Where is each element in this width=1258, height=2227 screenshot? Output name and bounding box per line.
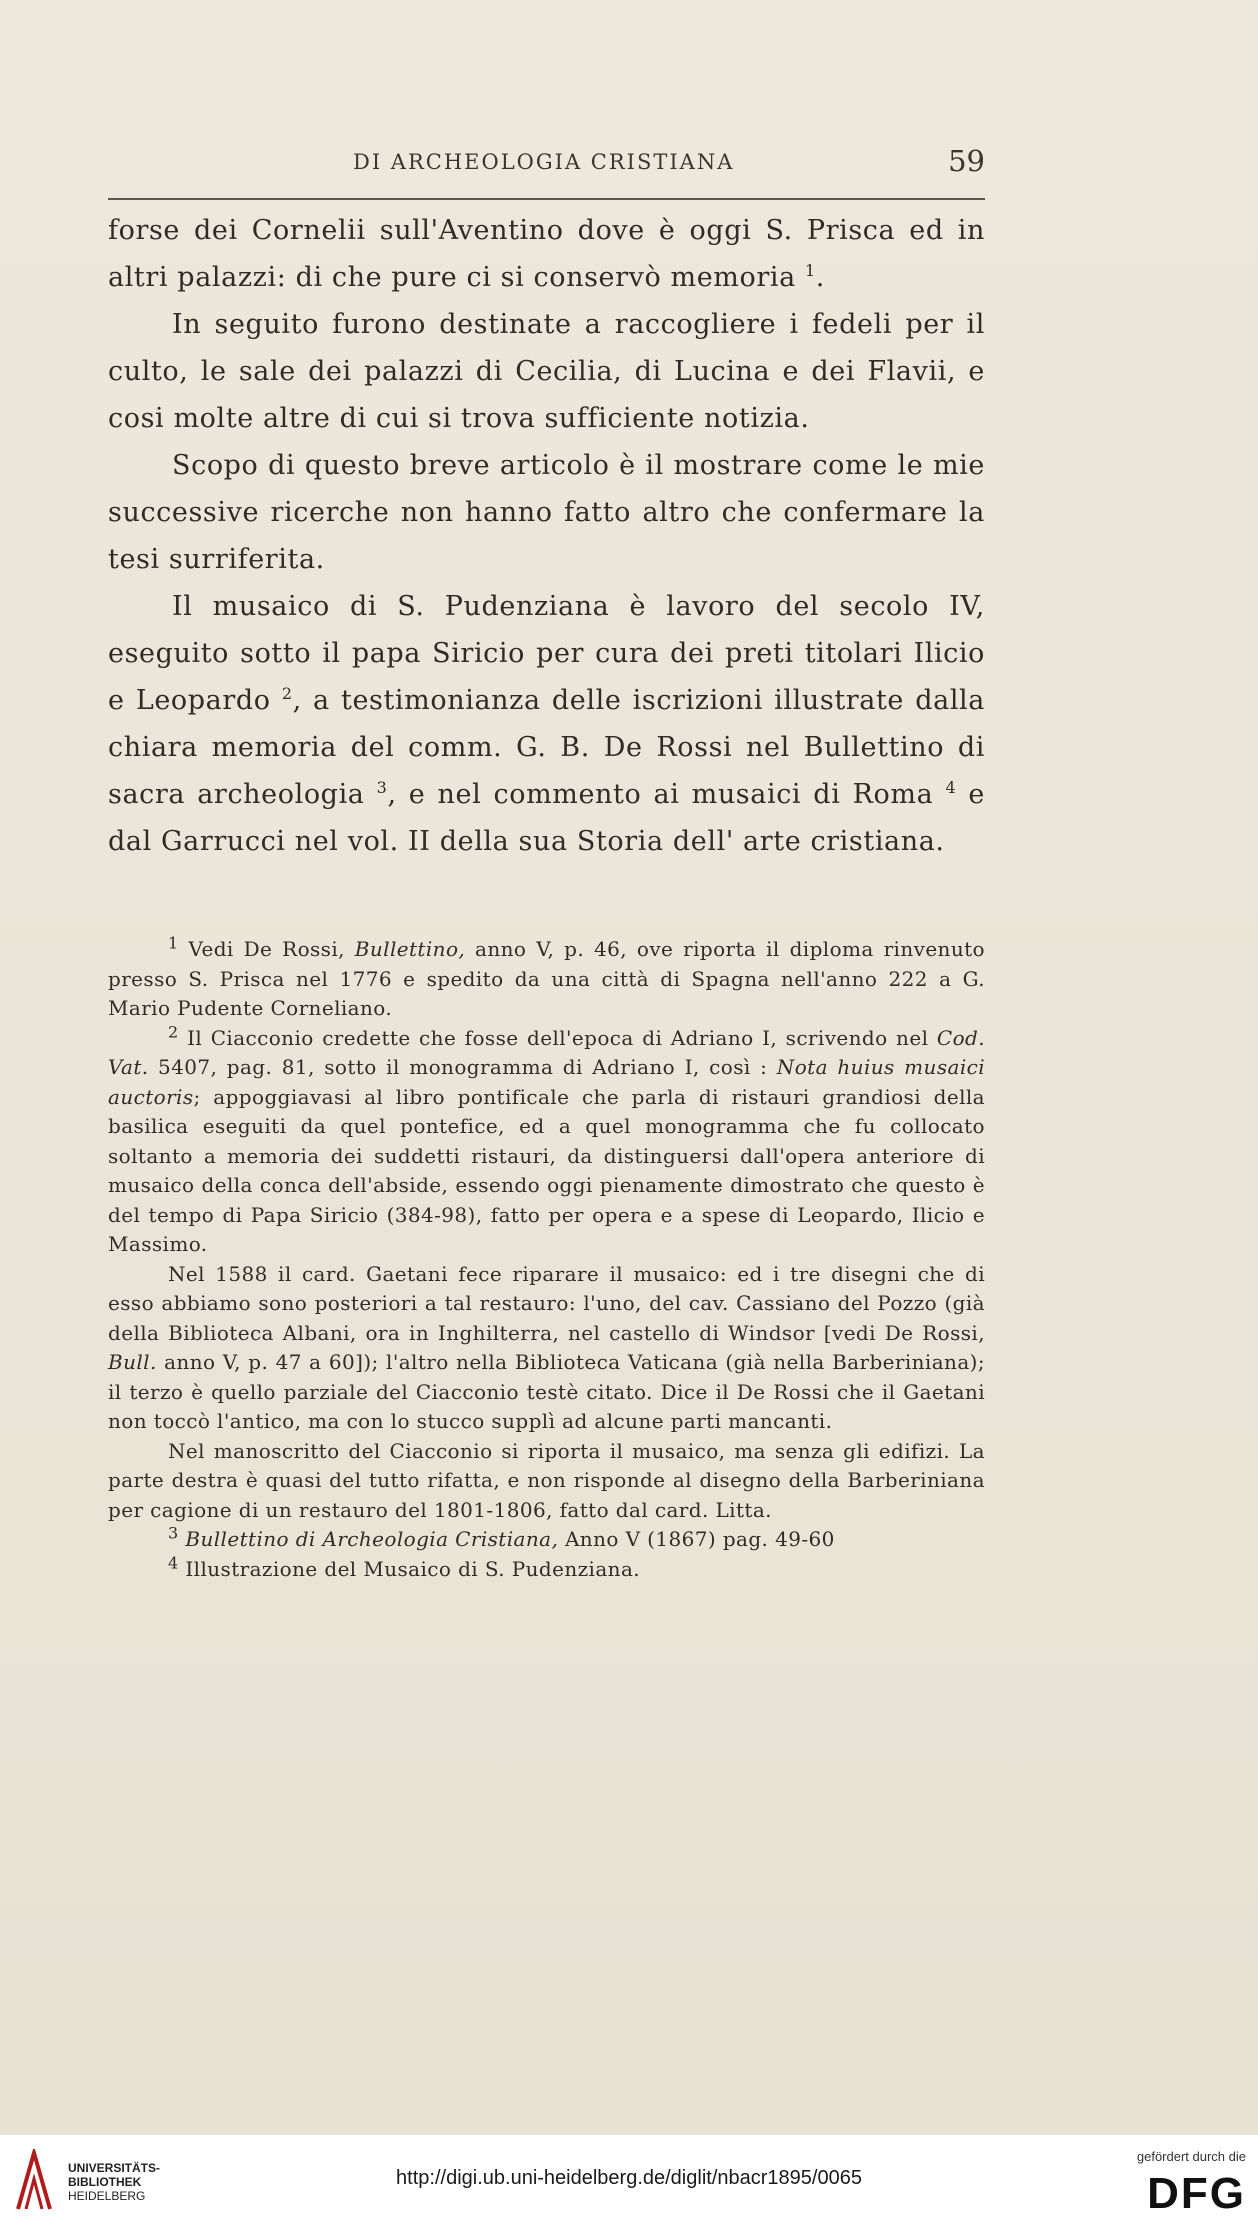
library-name: UNIVERSITÄTS- BIBLIOTHEK HEIDELBERG — [68, 2161, 161, 2203]
footnote-2-paragraph-2: Nel 1588 il card. Gaetani fece riparare il musaico: ed i tre disegni che di esso abbiamo sono posteriori a tal restauro: l'uno, del cav. Cassiano del Pozzo (già della Biblioteca Albani, ora in Inghilterra, nel castello di Windsor [vedi De Rossi, Bull. anno V, p. 47 a 60]); l'altro nella Biblioteca Vaticana (già nella Barberiniana); il terzo è quello parziale del Ciacconio testè citato. Dice il De Rossi che il Gaetani non toccò l'antico, ma con lo stucco supplì ad alcune parti mancanti. — [108, 1261, 985, 1433]
main-text — [108, 207, 985, 865]
paragraph-3: Scopo di questo breve articolo è il mostrare come le mie successive ricerche non hanno fatto altro che confermare la tesi surriferita. — [108, 450, 985, 575]
footnote-1: $^1$ Vedi De Rossi, Bullettino, anno V, p. 46, ove riporta il diploma rinvenuto presso S. Prisca nel 1776 e spedito da una città di Spagna nell'anno 222 a G. Mario Pudente Corneliano. — [108, 933, 985, 1020]
paragraph-4: Il musaico di S. Pudenziana è lavoro del secolo IV, eseguito sotto il papa Siricio per cura dei preti titolari Ilicio e Leopardo $^2$, a testimonianza delle iscrizioni illustrate dalla chiara memoria del comm. G. B. De Rossi nel Bullettino di sacra archeologia $^3$, e nel commento ai musaici di Roma $^4$ e dal Garrucci nel vol. II della sua Storia dell' arte cristiana. — [108, 591, 985, 857]
footnote-2: $^2$ Il Ciacconio credette che fosse dell'epoca di Adriano I, scrivendo nel Cod. Vat. 5407, pag. 81, sotto il monogramma di Adriano I, così : Nota huius musaici auctoris; appoggiavasi al libro pontificale che parla di ristauri grandiosi della basilica eseguiti da quel pontefice, ed a quel monogramma che fu collocato soltanto a memoria dei suddetti ristauri, da distinguersi dall'opera anteriore di musaico della conca dell'abside, essendo oggi pienamente dimostrato che questo è del tempo di Papa Siricio (384-98), fatto per opera e a spese di Leopardo, Ilicio e Massimo. — [108, 1021, 986, 1256]
funding-note: gefördert durch die — [1136, 2149, 1246, 2164]
footnotes — [108, 935, 985, 1584]
page-number: 59 — [948, 144, 985, 178]
footnote-4: $^4$ Illustrazione del Musaico di S. Pudenziana. — [168, 1552, 641, 1581]
footnote-3: $^3$ Bullettino di Archeologia Cristiana, Anno V (1867) pag. 49-60 — [168, 1523, 835, 1551]
header-rule — [108, 198, 985, 200]
viewer-footer — [0, 2135, 1258, 2227]
running-head — [108, 144, 985, 184]
footnote-2-paragraph-3: Nel manoscritto del Ciacconio si riporta il musaico, ma senza gli edifizi. La parte destra è quasi del tutto rifatta, e non risponde al disegno della Barberiniana per cagione di un restauro del 1801-1806, fatto dal card. Litta. — [108, 1438, 985, 1522]
running-head-title: DI ARCHEOLOGIA CRISTIANA — [353, 150, 735, 174]
paragraph-1: forse dei Cornelii sull'Aventino dove è oggi S. Prisca ed in altri palazzi: di che pure ci si conservò memoria $^1$. — [108, 215, 985, 293]
paragraph-2: In seguito furono destinate a raccogliere i fedeli per il culto, le sale dei palazzi di Cecilia, di Lucina e dei Flavii, e cosi molte altre di cui si trova sufficiente notizia. — [108, 309, 985, 434]
dfg-logo[interactable]: DFG — [1147, 2169, 1246, 2218]
page-url-link[interactable]: http://digi.ub.uni-heidelberg.de/diglit/nbacr1895/0065 — [396, 2167, 862, 2189]
